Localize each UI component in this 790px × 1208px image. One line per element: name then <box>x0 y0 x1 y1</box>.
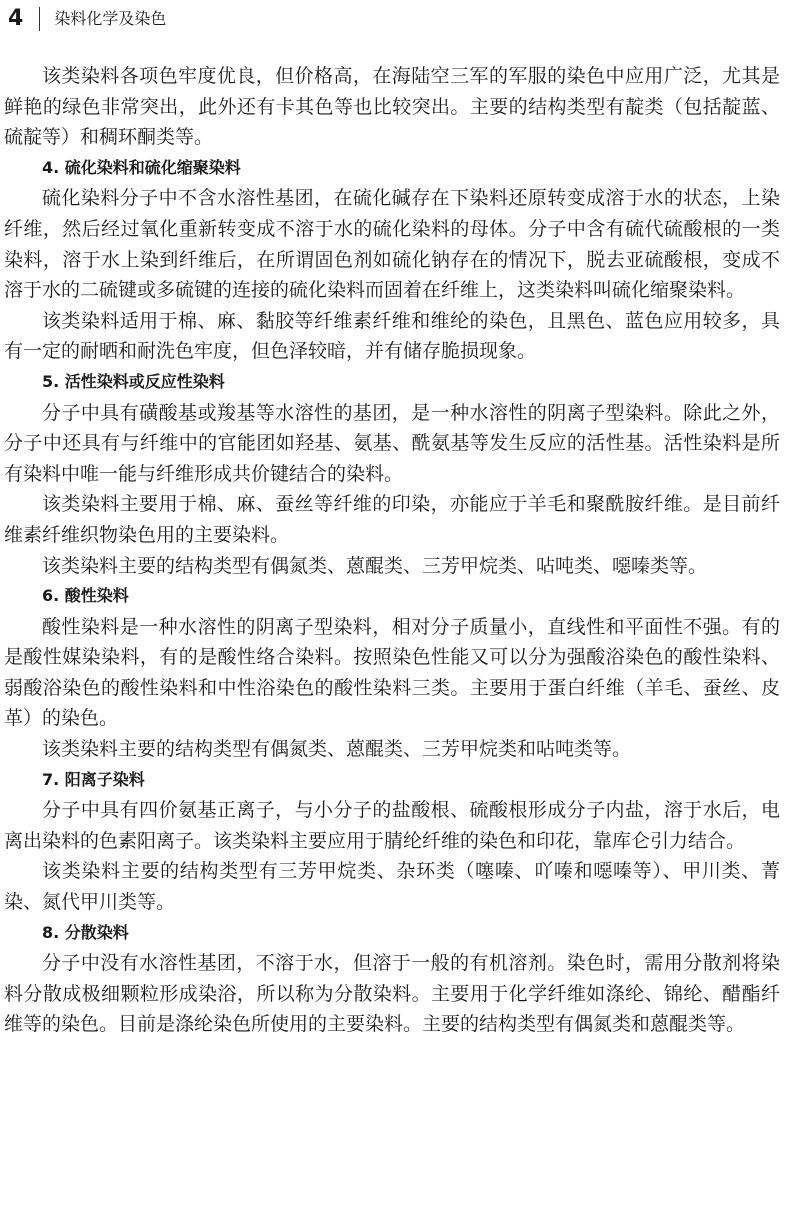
book-title: 染料化学及染色 <box>54 9 167 28</box>
paragraph: 该类染料适用于棉、麻、黏胶等纤维素纤维和维纶的染色，且黑色、蓝色应用较多，具有一定的耐晒和耐洗色牢度，但色泽较暗，并有储存脆损现象。 <box>4 309 780 363</box>
section-heading-disperse-dyes: 8. 分散染料 <box>42 922 129 942</box>
paragraph: 分子中没有水溶性基团，不溶于水，但溶于一般的有机溶剂。染色时，需用分散剂将染料分散成极细颗粒形成染浴，所以称为分散染料。主要用于化学纤维如涤纶、锦纶、醋酯纤维等的染色。目前是涤纶染色所使用的主要染料。主要的结构类型有偶氮类和蒽醌类等。 <box>4 952 780 1036</box>
paragraph: 该类染料各项色牢度优良，但价格高，在海陆空三军的军服的染色中应用广泛，尤其是鲜艳的绿色非常突出，此外还有卡其色等也比较突出。主要的结构类型有靛类（包括靛蓝、硫靛等）和稠环酮类等。 <box>4 65 780 149</box>
paragraph: 酸性染料是一种水溶性的阴离子型染料，相对分子质量小，直线性和平面性不强。有的是酸性媒染染料，有的是酸性络合染料。按照染色性能又可以分为强酸浴染色的酸性染料、弱酸浴染色的酸性染料和中性浴染色的酸性染料三类。主要用于蛋白纤维（羊毛、蚕丝、皮革）的染色。 <box>4 615 780 730</box>
section-heading-sulfur-dyes: 4. 硫化染料和硫化缩聚染料 <box>42 157 241 177</box>
paragraph: 分子中具有四价氨基正离子，与小分子的盐酸根、硫酸根形成分子内盐，溶于水后，电离出染料的色素阳离子。该类染料主要应用于腈纶纤维的染色和印花，靠库仑引力结合。 <box>4 799 780 852</box>
paragraph: 该类染料主要用于棉、麻、蚕丝等纤维的印染，亦能应于羊毛和聚酰胺纤维。是目前纤维素纤维织物染色用的主要染料。 <box>4 493 780 546</box>
header-divider <box>39 7 40 31</box>
running-header <box>8 4 166 34</box>
page-number: 4 <box>8 6 24 31</box>
section-heading-acid-dyes: 6. 酸性染料 <box>42 586 129 606</box>
paragraph: 该类染料主要的结构类型有偶氮类、蒽醌类、三芳甲烷类和呫吨类等。 <box>42 738 632 761</box>
section-heading-cationic-dyes: 7. 阳离子染料 <box>42 769 145 789</box>
paragraph: 分子中具有磺酸基或羧基等水溶性的基团，是一种水溶性的阴离子型染料。除此之外，分子中还具有与纤维中的官能团如羟基、氨基、酰氨基等发生反应的活性基。活性染料是所有染料中唯一能与纤维形成共价键结合的染料。 <box>4 401 780 485</box>
section-heading-reactive-dyes: 5. 活性染料或反应性染料 <box>42 371 225 391</box>
paragraph: 该类染料主要的结构类型有三芳甲烷类、杂环类（噻嗪、吖嗪和噁嗪等）、甲川类、菁染、氮代甲川类等。 <box>4 860 780 914</box>
body-text <box>4 61 780 1040</box>
paragraph: 该类染料主要的结构类型有偶氮类、蒽醌类、三芳甲烷类、呫吨类、噁嗪类等。 <box>42 554 708 577</box>
paragraph: 硫化染料分子中不含水溶性基团，在硫化碱存在下染料还原转变成溶于水的状态，上染纤维，然后经过氧化重新转变成不溶于水的硫化染料的母体。分子中含有硫代硫酸根的一类染料，溶于水上染到纤维后，在所谓固色剂如硫化钠存在的情况下，脱去亚硫酸根，变成不溶于水的二硫键或多硫键的连接的硫化染料而固着在纤维上，这类染料叫硫化缩聚染料。 <box>4 187 780 302</box>
